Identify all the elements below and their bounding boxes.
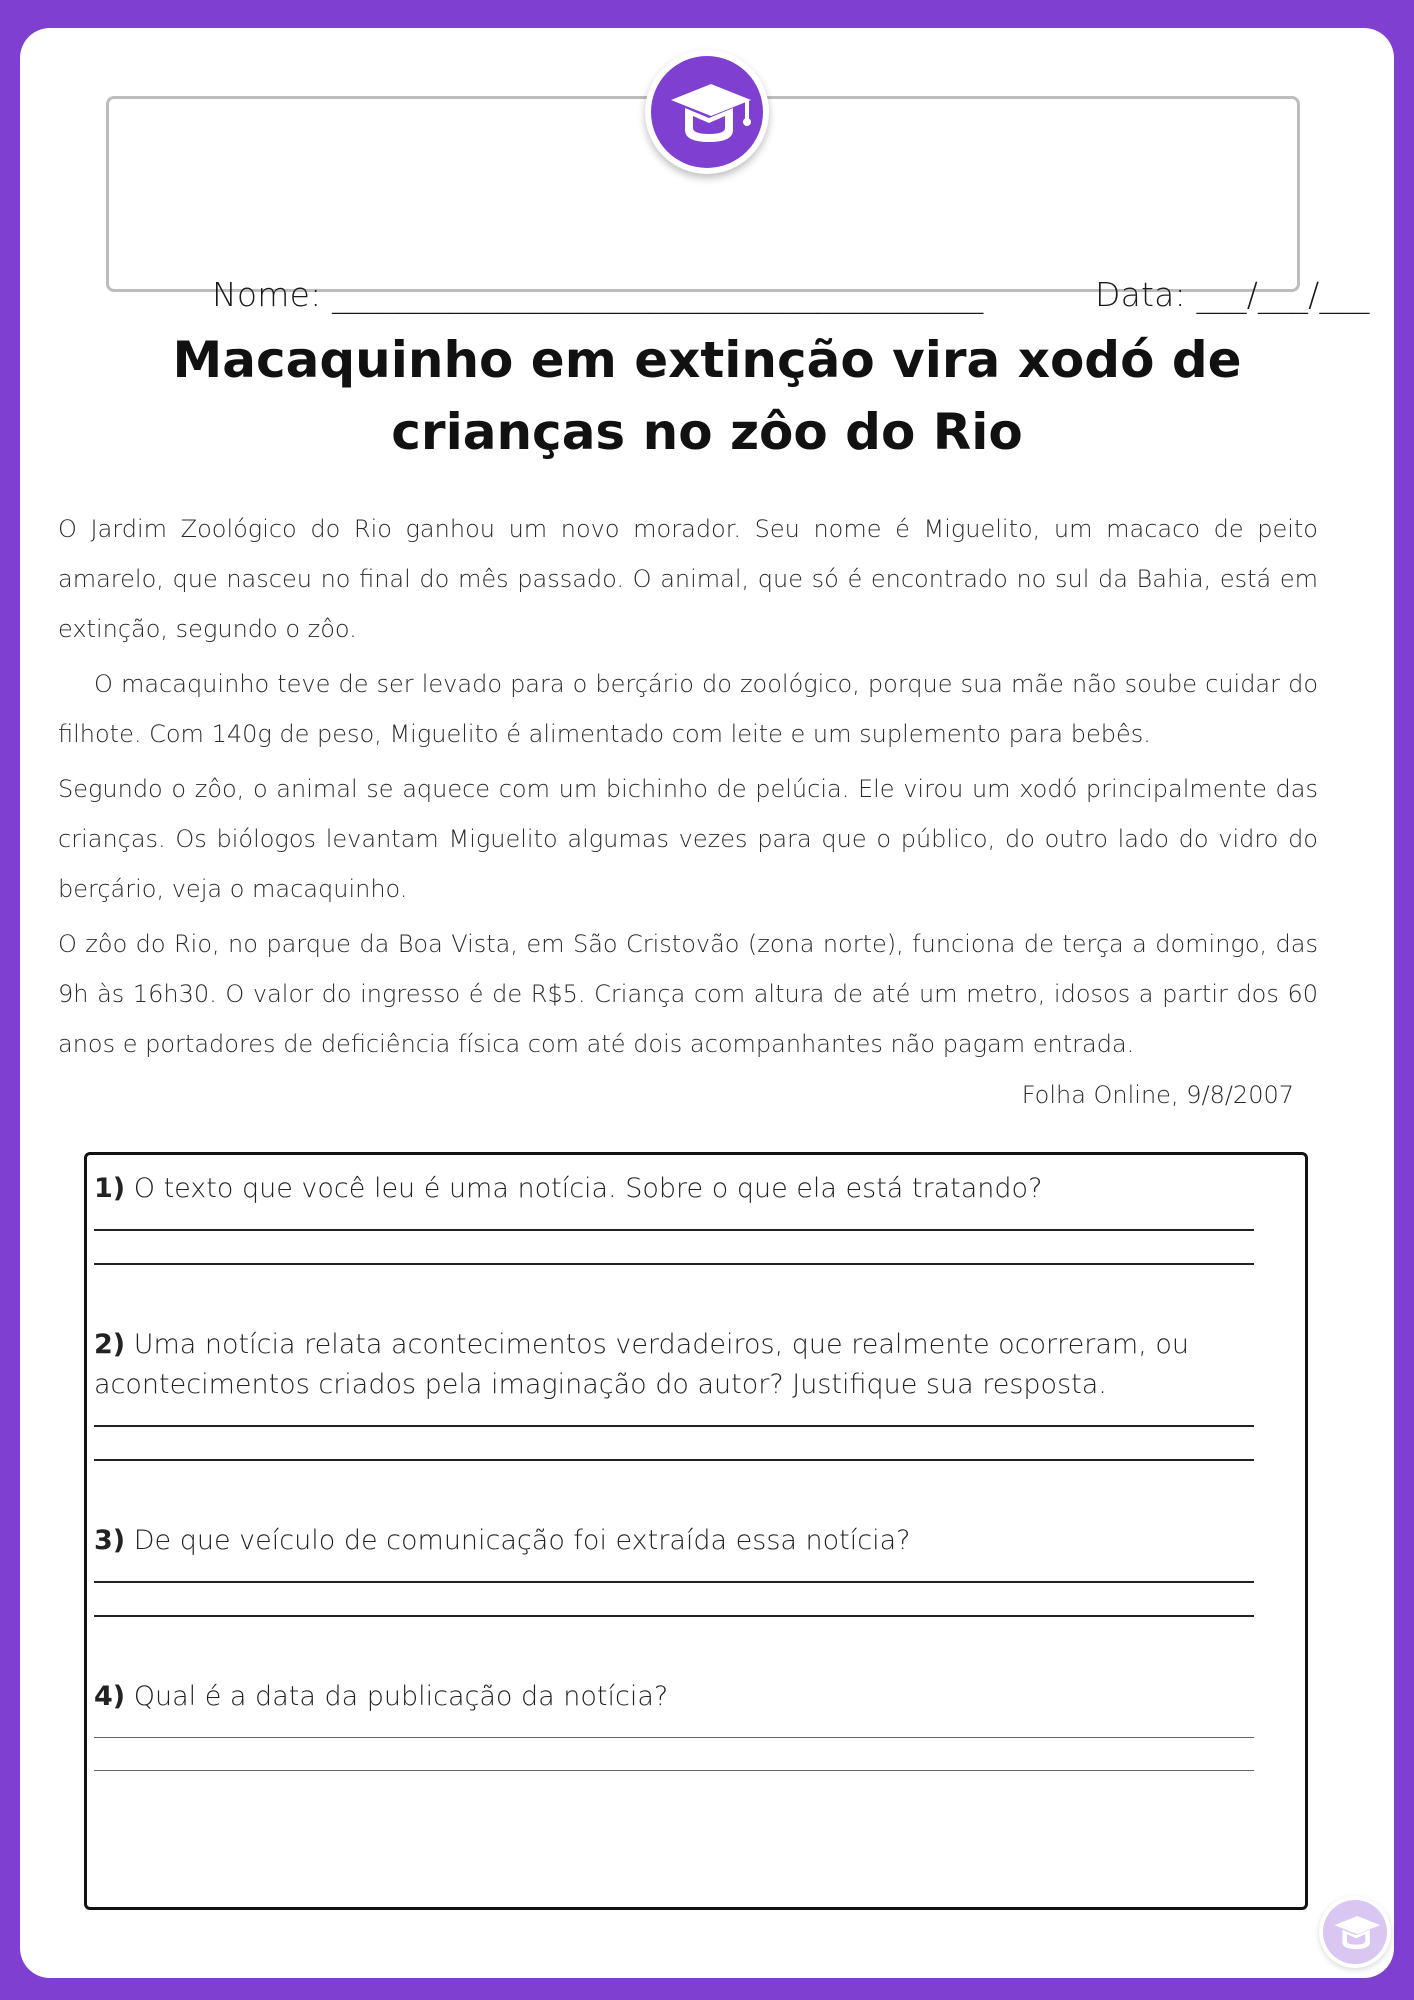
question-prompt: De que veículo de comunicação foi extraída essa notícia? bbox=[133, 1525, 911, 1556]
graduation-cap-icon bbox=[1323, 1900, 1387, 1964]
name-field[interactable]: Nome: _______________________________________ bbox=[212, 275, 984, 314]
answer-line[interactable] bbox=[94, 1581, 1254, 1583]
question-text bbox=[94, 1521, 1254, 1561]
article-source: Folha Online, 9/8/2007 bbox=[1021, 1081, 1294, 1109]
question-text bbox=[94, 1325, 1254, 1405]
question-number: 3) bbox=[94, 1525, 126, 1556]
question-number: 1) bbox=[94, 1173, 126, 1204]
questions-box bbox=[84, 1152, 1308, 1910]
article-title bbox=[20, 324, 1394, 468]
article-paragraph: O zôo do Rio, no parque da Boa Vista, em São Cristovão (zona norte), funciona de terça a domingo, das 9h às 16h30. O valor do ingresso é de R$5. Criança com altura de até um metro, idosos a partir dos 60 anos e portadores de deficiência física com até dois acompanhantes não pagam entrada. bbox=[58, 930, 1318, 1058]
question-prompt: O texto que você leu é uma notícia. Sobre o que ela está tratando? bbox=[133, 1173, 1043, 1204]
graduation-cap-icon bbox=[651, 56, 763, 168]
worksheet-page bbox=[20, 28, 1394, 1978]
question-text bbox=[94, 1677, 1254, 1717]
question-number: 4) bbox=[94, 1681, 126, 1712]
question-text bbox=[94, 1169, 1254, 1209]
article-paragraph: O macaquinho teve de ser levado para o berçário do zoológico, porque sua mãe não soube cuidar do filhote. Com 140g de peso, Miguelito é alimentado com leite e um suplemento para bebês. bbox=[58, 670, 1318, 748]
article-body bbox=[58, 504, 1318, 1109]
title-line-2: crianças no zôo do Rio bbox=[391, 403, 1023, 461]
answer-line[interactable] bbox=[94, 1229, 1254, 1231]
answer-line[interactable] bbox=[94, 1770, 1254, 1771]
question-3 bbox=[94, 1521, 1254, 1617]
article-paragraph: O Jardim Zoológico do Rio ganhou um novo morador. Seu nome é Miguelito, um macaco de peito amarelo, que nasceu no final do mês passado. O animal, que só é encontrado no sul da Bahia, está em extinção, segundo o zôo. bbox=[58, 515, 1318, 643]
answer-line[interactable] bbox=[94, 1459, 1254, 1461]
question-number: 2) bbox=[94, 1329, 126, 1360]
question-prompt: Qual é a data da publicação da notícia? bbox=[133, 1681, 669, 1712]
answer-line[interactable] bbox=[94, 1737, 1254, 1738]
answer-line[interactable] bbox=[94, 1263, 1254, 1265]
question-prompt: Uma notícia relata acontecimentos verdadeiros, que realmente ocorreram, ou acontecimentos criados pela imaginação do autor? Justifique sua resposta. bbox=[94, 1329, 1190, 1400]
question-2 bbox=[94, 1325, 1254, 1461]
corner-logo bbox=[1319, 1896, 1391, 1968]
article-paragraph: Segundo o zôo, o animal se aquece com um bichinho de pelúcia. Ele virou um xodó principalmente das crianças. Os biólogos levantam Miguelito algumas vezes para que o público, do outro lado do vidro do berçário, veja o macaquinho. bbox=[58, 775, 1318, 903]
title-line-1: Macaquinho em extinção vira xodó de bbox=[172, 331, 1242, 389]
date-field[interactable]: Data: ___/___/___ bbox=[1095, 275, 1370, 314]
answer-line[interactable] bbox=[94, 1615, 1254, 1617]
logo bbox=[645, 50, 769, 174]
question-1 bbox=[94, 1169, 1254, 1265]
answer-line[interactable] bbox=[94, 1425, 1254, 1427]
question-4 bbox=[94, 1677, 1254, 1771]
